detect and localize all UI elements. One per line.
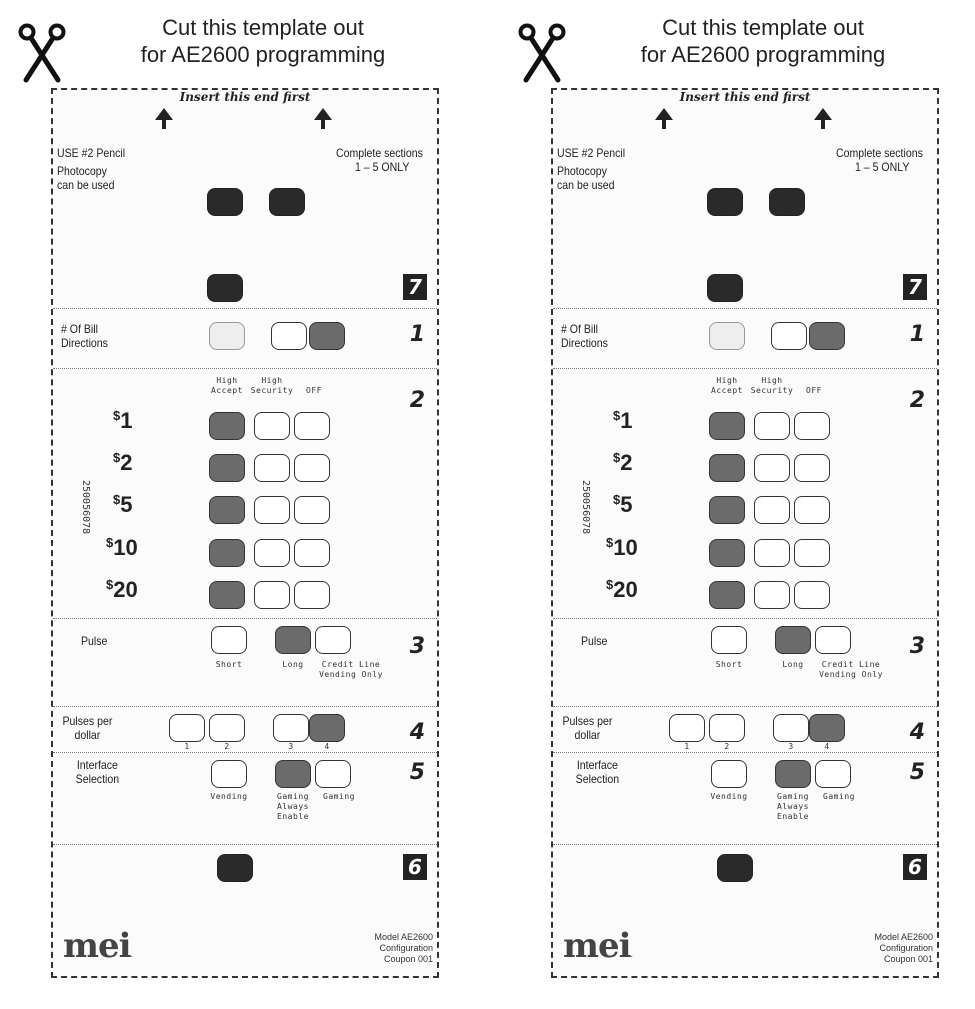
model-line2: Configuration [879,943,933,953]
timing-mark [717,854,753,882]
cut-line-bottom [551,976,939,978]
pulse-label: Pulse [581,634,608,648]
mark-high-accept[interactable] [709,412,745,440]
insert-instruction: Insert this end first [179,90,311,104]
timing-mark [769,188,805,216]
mark-off[interactable] [294,454,330,482]
mark-high-accept[interactable] [709,496,745,524]
pulse-short-label: Short [215,660,243,669]
pencil-instruction: USE #2 Pencil [57,146,126,160]
pulse-credit-label: Credit Line Vending Only [319,660,383,679]
pulses-per-dollar-label: Pulses per dollar [562,714,613,742]
mark-off[interactable] [794,496,830,524]
section-1-number: 1 [909,322,925,347]
ppd-option-2: 2 [224,742,230,751]
mark-ppd-1[interactable] [669,714,705,742]
bill-label: $2 [613,450,633,475]
mark-high-accept[interactable] [209,581,245,609]
mark-ppd-1[interactable] [169,714,205,742]
mark-pulse-long[interactable] [275,626,311,654]
if-vending-label: Vending [210,792,248,801]
section-divider [53,752,437,753]
mark-ppd-2[interactable] [209,714,245,742]
pulses-per-dollar-label: Pulses per dollar [62,714,113,742]
section-3-number: 3 [909,634,925,659]
mark-off[interactable] [294,539,330,567]
model-line3: Coupon 001 [883,954,933,964]
section-divider [53,308,437,309]
pulse-long-label: Long [782,660,804,669]
section-6-number: 6 [903,854,927,880]
mark-high-security[interactable] [754,412,790,440]
ppd-option-2: 2 [724,742,730,751]
bill-label: $10 [606,535,638,560]
ppd-option-1: 1 [684,742,690,751]
complete-note-2: 1 – 5 ONLY [355,160,410,174]
timing-mark [269,188,305,216]
scissors-icon [18,20,66,84]
timing-mark [217,854,253,882]
section-5-number: 5 [409,760,425,785]
arrow-up-icon [314,108,332,120]
mark-ppd-4[interactable] [309,714,345,742]
serial-number: 250056078 [80,480,91,535]
mark-off[interactable] [294,496,330,524]
mark-pulse-credit[interactable] [815,626,851,654]
trademark: . [130,949,133,959]
pulse-credit-label: Credit Line Vending Only [819,660,883,679]
mark-high-security[interactable] [254,496,290,524]
model-line1: Model AE2600 [374,932,433,942]
mark-direction-1[interactable] [709,322,745,350]
section-1-number: 1 [409,322,425,347]
mark-direction-2[interactable] [271,322,307,350]
template [518,0,933,1000]
cut-instructions [598,14,928,68]
section-divider [53,618,437,619]
trademark: . [630,949,633,959]
section-7-number: 7 [903,274,927,300]
bill-label: $20 [106,577,138,602]
mark-ppd-3[interactable] [773,714,809,742]
mark-pulse-short[interactable] [711,626,747,654]
timing-mark [207,274,243,302]
section-4-number: 4 [909,720,925,745]
timing-mark [707,274,743,302]
col-high-accept: High Accept [211,376,243,395]
header-line2: for AE2600 programming [640,42,886,67]
section-divider [53,706,437,707]
ppd-option-4: 4 [324,742,330,751]
section-3-number: 3 [409,634,425,659]
mark-high-security[interactable] [254,581,290,609]
template [18,0,433,1000]
timing-mark [707,188,743,216]
ppd-option-3: 3 [788,742,794,751]
mark-if-gaming[interactable] [815,760,851,788]
serial-number: 250056078 [580,480,591,535]
col-high-accept: High Accept [711,376,743,395]
bill-directions-label: # Of Bill Directions [61,322,108,350]
section-divider [53,368,437,369]
mark-direction-1[interactable] [209,322,245,350]
mark-ppd-2[interactable] [709,714,745,742]
section-divider [553,618,937,619]
header-line1: Cut this template out [162,15,364,40]
cut-line-bottom [51,976,439,978]
pulse-short-label: Short [715,660,743,669]
section-divider [553,752,937,753]
config-coupon [51,88,439,978]
mark-if-gaming[interactable] [315,760,351,788]
pulse-label: Pulse [81,634,108,648]
complete-note-1: Complete sections [336,146,423,160]
if-vending-label: Vending [710,792,748,801]
if-gaming-always-label: Gaming Always Enable [777,792,809,821]
arrow-up-icon [814,108,832,120]
mark-off[interactable] [294,412,330,440]
mark-off[interactable] [794,581,830,609]
model-line2: Configuration [379,943,433,953]
mark-pulse-short[interactable] [211,626,247,654]
mark-direction-4[interactable] [809,322,845,350]
complete-note-1: Complete sections [836,146,923,160]
section-divider [553,308,937,309]
mark-direction-2[interactable] [771,322,807,350]
header-line2: for AE2600 programming [140,42,386,67]
ppd-option-3: 3 [288,742,294,751]
col-off: OFF [806,386,822,395]
photocopy-note: Photocopy can be used [557,164,615,192]
cut-line-right [437,88,439,978]
bill-label: $1 [113,408,133,433]
model-info [874,932,933,965]
mark-ppd-3[interactable] [273,714,309,742]
mark-high-security[interactable] [254,539,290,567]
logo-text: mei [563,926,631,966]
bill-label: $2 [113,450,133,475]
mei-logo [63,926,132,966]
insert-instruction: Insert this end first [679,90,811,104]
config-coupon [551,88,939,978]
model-info [374,932,433,965]
mark-if-vending[interactable] [211,760,247,788]
if-gaming-always-label: Gaming Always Enable [277,792,309,821]
col-off: OFF [306,386,322,395]
section-6-number: 6 [403,854,427,880]
section-7-number: 7 [403,274,427,300]
bill-label: $5 [613,492,633,517]
mark-if-gaming-always[interactable] [775,760,811,788]
header-line1: Cut this template out [662,15,864,40]
mark-off[interactable] [794,412,830,440]
ppd-option-1: 1 [184,742,190,751]
if-gaming-label: Gaming [323,792,355,801]
mark-high-accept[interactable] [709,581,745,609]
mark-if-vending[interactable] [711,760,747,788]
mark-high-accept[interactable] [209,539,245,567]
bill-label: $10 [106,535,138,560]
bill-label: $1 [613,408,633,433]
logo-text: mei [63,926,131,966]
mark-if-gaming-always[interactable] [275,760,311,788]
model-line3: Coupon 001 [383,954,433,964]
mark-high-accept[interactable] [209,412,245,440]
col-high-security: High Security [250,376,294,395]
mark-high-security[interactable] [254,412,290,440]
section-5-number: 5 [909,760,925,785]
section-divider [553,706,937,707]
pulse-long-label: Long [282,660,304,669]
mark-ppd-4[interactable] [809,714,845,742]
section-divider [53,844,437,845]
mark-high-security[interactable] [754,496,790,524]
mei-logo [563,926,632,966]
mark-high-accept[interactable] [209,454,245,482]
mark-high-security[interactable] [754,581,790,609]
cut-line-right [937,88,939,978]
section-2-number: 2 [909,388,925,413]
mark-high-security[interactable] [254,454,290,482]
mark-direction-4[interactable] [309,322,345,350]
bill-label: $5 [113,492,133,517]
complete-note-2: 1 – 5 ONLY [855,160,910,174]
mark-high-security[interactable] [754,454,790,482]
arrow-up-icon [655,108,673,120]
interface-label: Interface Selection [75,758,120,786]
mark-off[interactable] [794,539,830,567]
mark-high-accept[interactable] [709,539,745,567]
col-high-security: High Security [750,376,794,395]
model-line1: Model AE2600 [874,932,933,942]
section-4-number: 4 [409,720,425,745]
scissors-icon [518,20,566,84]
mark-off[interactable] [294,581,330,609]
cut-instructions [98,14,428,68]
mark-pulse-long[interactable] [775,626,811,654]
mark-off[interactable] [794,454,830,482]
section-divider [553,844,937,845]
ppd-option-4: 4 [824,742,830,751]
pencil-instruction: USE #2 Pencil [557,146,626,160]
timing-mark [207,188,243,216]
mark-pulse-credit[interactable] [315,626,351,654]
photocopy-note: Photocopy can be used [57,164,115,192]
interface-label: Interface Selection [575,758,620,786]
mark-high-accept[interactable] [709,454,745,482]
mark-high-security[interactable] [754,539,790,567]
mark-high-accept[interactable] [209,496,245,524]
arrow-up-icon [155,108,173,120]
bill-label: $20 [606,577,638,602]
if-gaming-label: Gaming [823,792,855,801]
bill-directions-label: # Of Bill Directions [561,322,608,350]
section-divider [553,368,937,369]
section-2-number: 2 [409,388,425,413]
